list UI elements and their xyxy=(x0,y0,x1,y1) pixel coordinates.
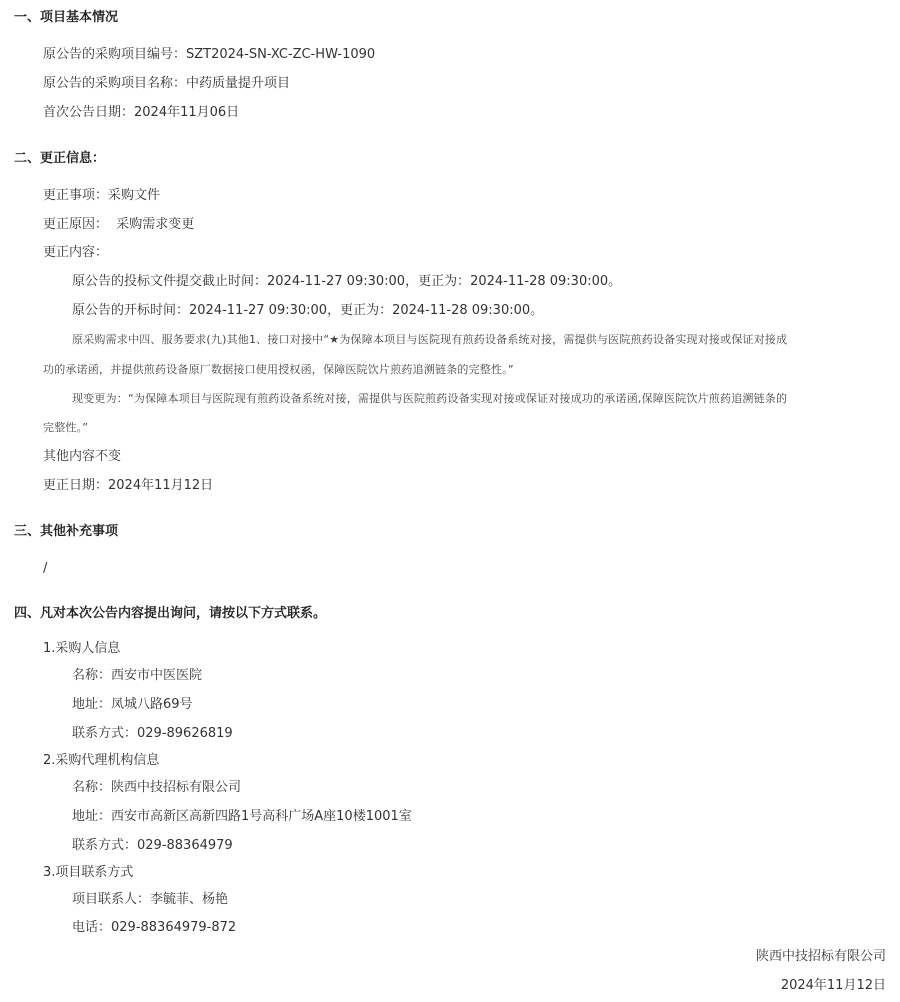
section1-title: 一、项目基本情况 xyxy=(14,10,119,25)
agency-address: 地址：西安市高新区高新四路1号高科广场A座10楼1001室 xyxy=(72,809,412,824)
agency-heading: 2.采购代理机构信息 xyxy=(43,753,160,768)
purchaser-name: 名称：西安市中医医院 xyxy=(72,668,203,683)
project-phone: 电话：029-88364979-872 xyxy=(72,920,237,935)
supplementary-content: / xyxy=(43,561,48,576)
section3-title: 三、其他补充事项 xyxy=(14,524,119,539)
original-requirement-line1: 原采购需求中四、服务要求(九)其他1、接口对接中“★为保障本项目与医院现有煎药设备系统对接，需提供与医院煎药设备实现对接或保证对接成 xyxy=(72,333,788,346)
first-announcement-date: 首次公告日期：2024年11月06日 xyxy=(43,105,240,120)
opening-time-change: 原公告的开标时间：2024-11-27 09:30:00，更正为：2024-11-28 09:30:00。 xyxy=(72,303,544,318)
purchaser-contact: 联系方式：029-89626819 xyxy=(72,726,233,741)
original-requirement-line2: 功的承诺函，并提供煎药设备原厂数据接口使用授权函，保障医院饮片煎药追溯链条的完整性。” xyxy=(43,363,514,376)
purchaser-heading: 1.采购人信息 xyxy=(43,641,121,656)
project-contact-heading: 3.项目联系方式 xyxy=(43,865,134,880)
new-requirement-line2: 完整性。” xyxy=(43,421,89,434)
others-unchanged: 其他内容不变 xyxy=(43,449,122,464)
deadline-change: 原公告的投标文件提交截止时间：2024-11-27 09:30:00，更正为：2024-11-28 09:30:00。 xyxy=(72,274,622,289)
correction-content-label: 更正内容： xyxy=(43,245,109,260)
project-contact-persons: 项目联系人：李毓菲、杨艳 xyxy=(72,892,229,907)
correction-date: 更正日期：2024年11月12日 xyxy=(43,478,214,493)
purchaser-address: 地址：凤城八路69号 xyxy=(72,697,193,712)
correction-item: 更正事项：采购文件 xyxy=(43,188,161,203)
project-number: 原公告的采购项目编号：SZT2024-SN-XC-ZC-HW-1090 xyxy=(43,47,376,62)
project-name: 原公告的采购项目名称：中药质量提升项目 xyxy=(43,76,291,91)
agency-contact: 联系方式：029-88364979 xyxy=(72,838,233,853)
section2-title: 二、更正信息： xyxy=(14,151,106,166)
correction-reason: 更正原因： 采购需求变更 xyxy=(43,217,195,232)
agency-name: 名称：陕西中技招标有限公司 xyxy=(72,780,242,795)
new-requirement-line1: 现变更为：“为保障本项目与医院现有煎药设备系统对接，需提供与医院煎药设备实现对接或保证对接成功的承诺函,保障医院饮片煎药追溯链条的 xyxy=(72,392,788,405)
footer-company: 陕西中技招标有限公司 xyxy=(755,949,886,964)
section4-title: 四、凡对本次公告内容提出询问，请按以下方式联系。 xyxy=(14,606,327,621)
footer-date: 2024年11月12日 xyxy=(780,978,886,993)
